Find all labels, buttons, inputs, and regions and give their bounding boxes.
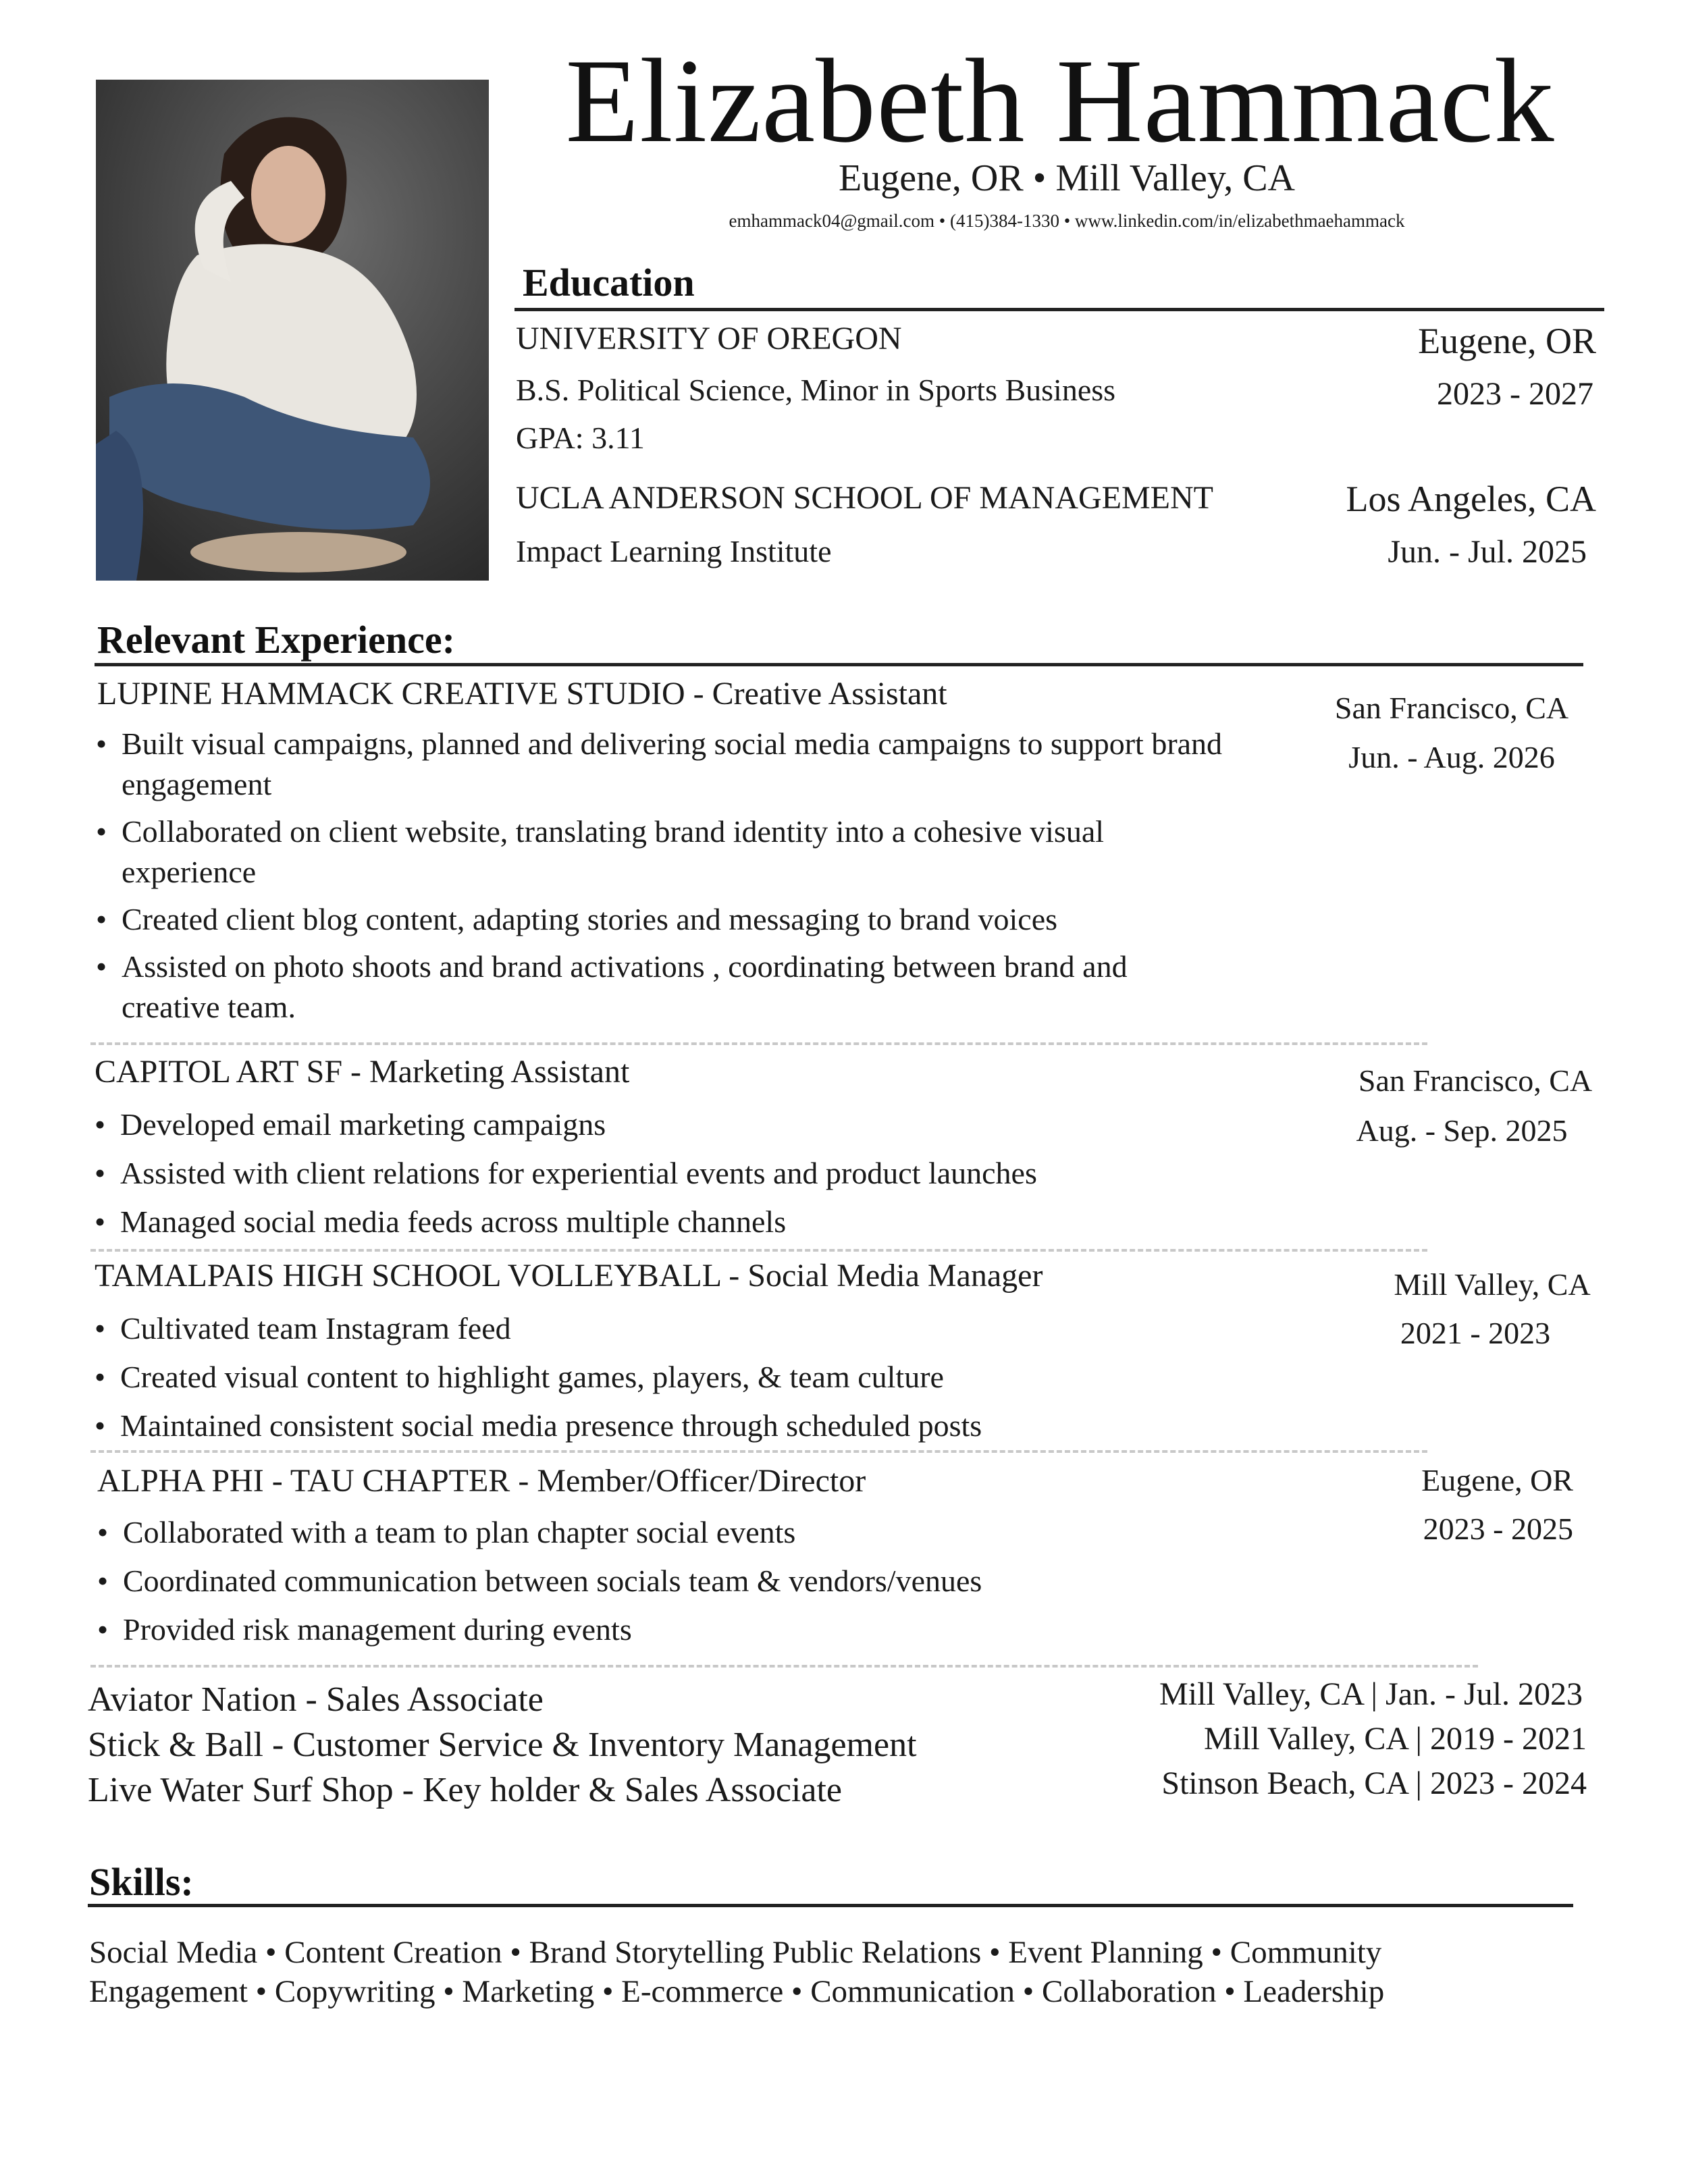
job-role: - Sales Associate (296, 1680, 544, 1719)
job-bullets (95, 1512, 1242, 1650)
list-item: • Collaborated with a team to plan chapter social events (95, 1512, 1242, 1553)
school-location: Los Angeles, CA (1346, 479, 1596, 519)
list-item: • Assisted on photo shoots and brand activations , coordinating between brand and creative team. (93, 947, 1228, 1028)
candidate-name: Elizabeth Hammack (565, 34, 1555, 167)
job-bullets (93, 724, 1228, 1028)
job-title (97, 675, 947, 712)
education-rule (515, 308, 1604, 311)
skills-line: Engagement • Copywriting • Marketing • E-commerce • Communication • Collaboration • Leadership (89, 1974, 1385, 2009)
list-item: • Built visual campaigns, planned and delivering social media campaigns to support brand engagement (93, 724, 1228, 805)
job-divider (90, 1249, 1427, 1252)
job-dates: 2023 - 2025 (1423, 1512, 1573, 1546)
job-location: Mill Valley, CA (1394, 1267, 1591, 1302)
job-org: Aviator Nation (88, 1680, 297, 1719)
list-item: • Collaborated on client website, translating brand identity into a cohesive visual experience (93, 811, 1228, 893)
job-dates: Jun. - Aug. 2026 (1348, 740, 1555, 774)
other-job (88, 1770, 842, 1810)
job-role: - Key holder & Sales Associate (393, 1771, 842, 1809)
job-dates: Aug. - Sep. 2025 (1356, 1113, 1568, 1148)
job-role: - Creative Assistant (685, 676, 947, 712)
job-org: Stick & Ball (88, 1726, 263, 1764)
school-dates: Jun. - Jul. 2025 (1388, 534, 1587, 570)
job-divider (90, 1665, 1478, 1668)
other-job-meta: Mill Valley, CA | Jan. - Jul. 2023 (1159, 1676, 1583, 1712)
list-item: • Created client blog content, adapting stories and messaging to brand voices (93, 899, 1228, 940)
job-title (95, 1257, 1043, 1294)
job-org: TAMALPAIS HIGH SCHOOL VOLLEYBALL (95, 1258, 721, 1294)
job-title (95, 1053, 629, 1090)
job-role: - Social Media Manager (720, 1258, 1043, 1294)
contact-info: emhammack04@gmail.com • (415)384-1330 • www.linkedin.com/in/elizabethmaehammack (729, 211, 1405, 231)
list-item: • Assisted with client relations for experiential events and product launches (92, 1153, 1240, 1194)
job-org: CAPITOL ART SF (95, 1054, 343, 1090)
other-job (88, 1725, 917, 1765)
experience-rule (95, 663, 1583, 666)
school-gpa: GPA: 3.11 (516, 421, 645, 455)
other-job (88, 1680, 544, 1720)
other-job-meta: Stinson Beach, CA | 2023 - 2024 (1161, 1765, 1587, 1801)
education-heading: Education (523, 261, 695, 304)
list-item: • Maintained consistent social media presence through scheduled posts (92, 1406, 1240, 1446)
skills-line: Social Media • Content Creation • Brand Storytelling Public Relations • Event Planning • Community (89, 1935, 1382, 1970)
job-bullets (92, 1104, 1240, 1242)
other-job-meta: Mill Valley, CA | 2019 - 2021 (1204, 1721, 1587, 1757)
job-bullets (92, 1308, 1240, 1446)
school-location: Eugene, OR (1418, 321, 1596, 361)
skills-rule (88, 1904, 1573, 1907)
job-title (97, 1462, 866, 1499)
list-item: • Developed email marketing campaigns (92, 1104, 1240, 1145)
school-degree: B.S. Political Science, Minor in Sports Business (516, 373, 1116, 407)
list-item: • Provided risk management during events (95, 1609, 1242, 1650)
list-item: • Created visual content to highlight games, players, & team culture (92, 1357, 1240, 1397)
skills-heading: Skills: (89, 1860, 194, 1904)
job-org: ALPHA PHI - TAU CHAPTER (97, 1463, 510, 1499)
experience-heading: Relevant Experience: (97, 618, 455, 662)
job-location: San Francisco, CA (1358, 1063, 1593, 1098)
job-divider (90, 1450, 1427, 1453)
job-org: LUPINE HAMMACK CREATIVE STUDIO (97, 676, 685, 712)
list-item: • Coordinated communication between socials team & vendors/venues (95, 1561, 1242, 1601)
job-location: San Francisco, CA (1334, 691, 1569, 725)
job-role: - Customer Service & Inventory Management (263, 1726, 917, 1764)
job-role: - Marketing Assistant (342, 1054, 630, 1090)
job-divider (90, 1042, 1427, 1045)
list-item: • Managed social media feeds across multiple channels (92, 1202, 1240, 1242)
home-locations: Eugene, OR • Mill Valley, CA (839, 157, 1295, 199)
school-name: UNIVERSITY OF OREGON (516, 321, 902, 356)
job-role: - Member/Officer/Director (510, 1463, 866, 1499)
portrait-photo (96, 80, 489, 581)
school-dates: 2023 - 2027 (1437, 376, 1593, 412)
job-dates: 2021 - 2023 (1400, 1316, 1551, 1350)
job-org: Live Water Surf Shop (88, 1771, 394, 1809)
list-item: • Cultivated team Instagram feed (92, 1308, 1240, 1349)
job-location: Eugene, OR (1421, 1463, 1573, 1497)
school-program: Impact Learning Institute (516, 534, 832, 568)
school-name: UCLA ANDERSON SCHOOL OF MANAGEMENT (516, 480, 1213, 516)
